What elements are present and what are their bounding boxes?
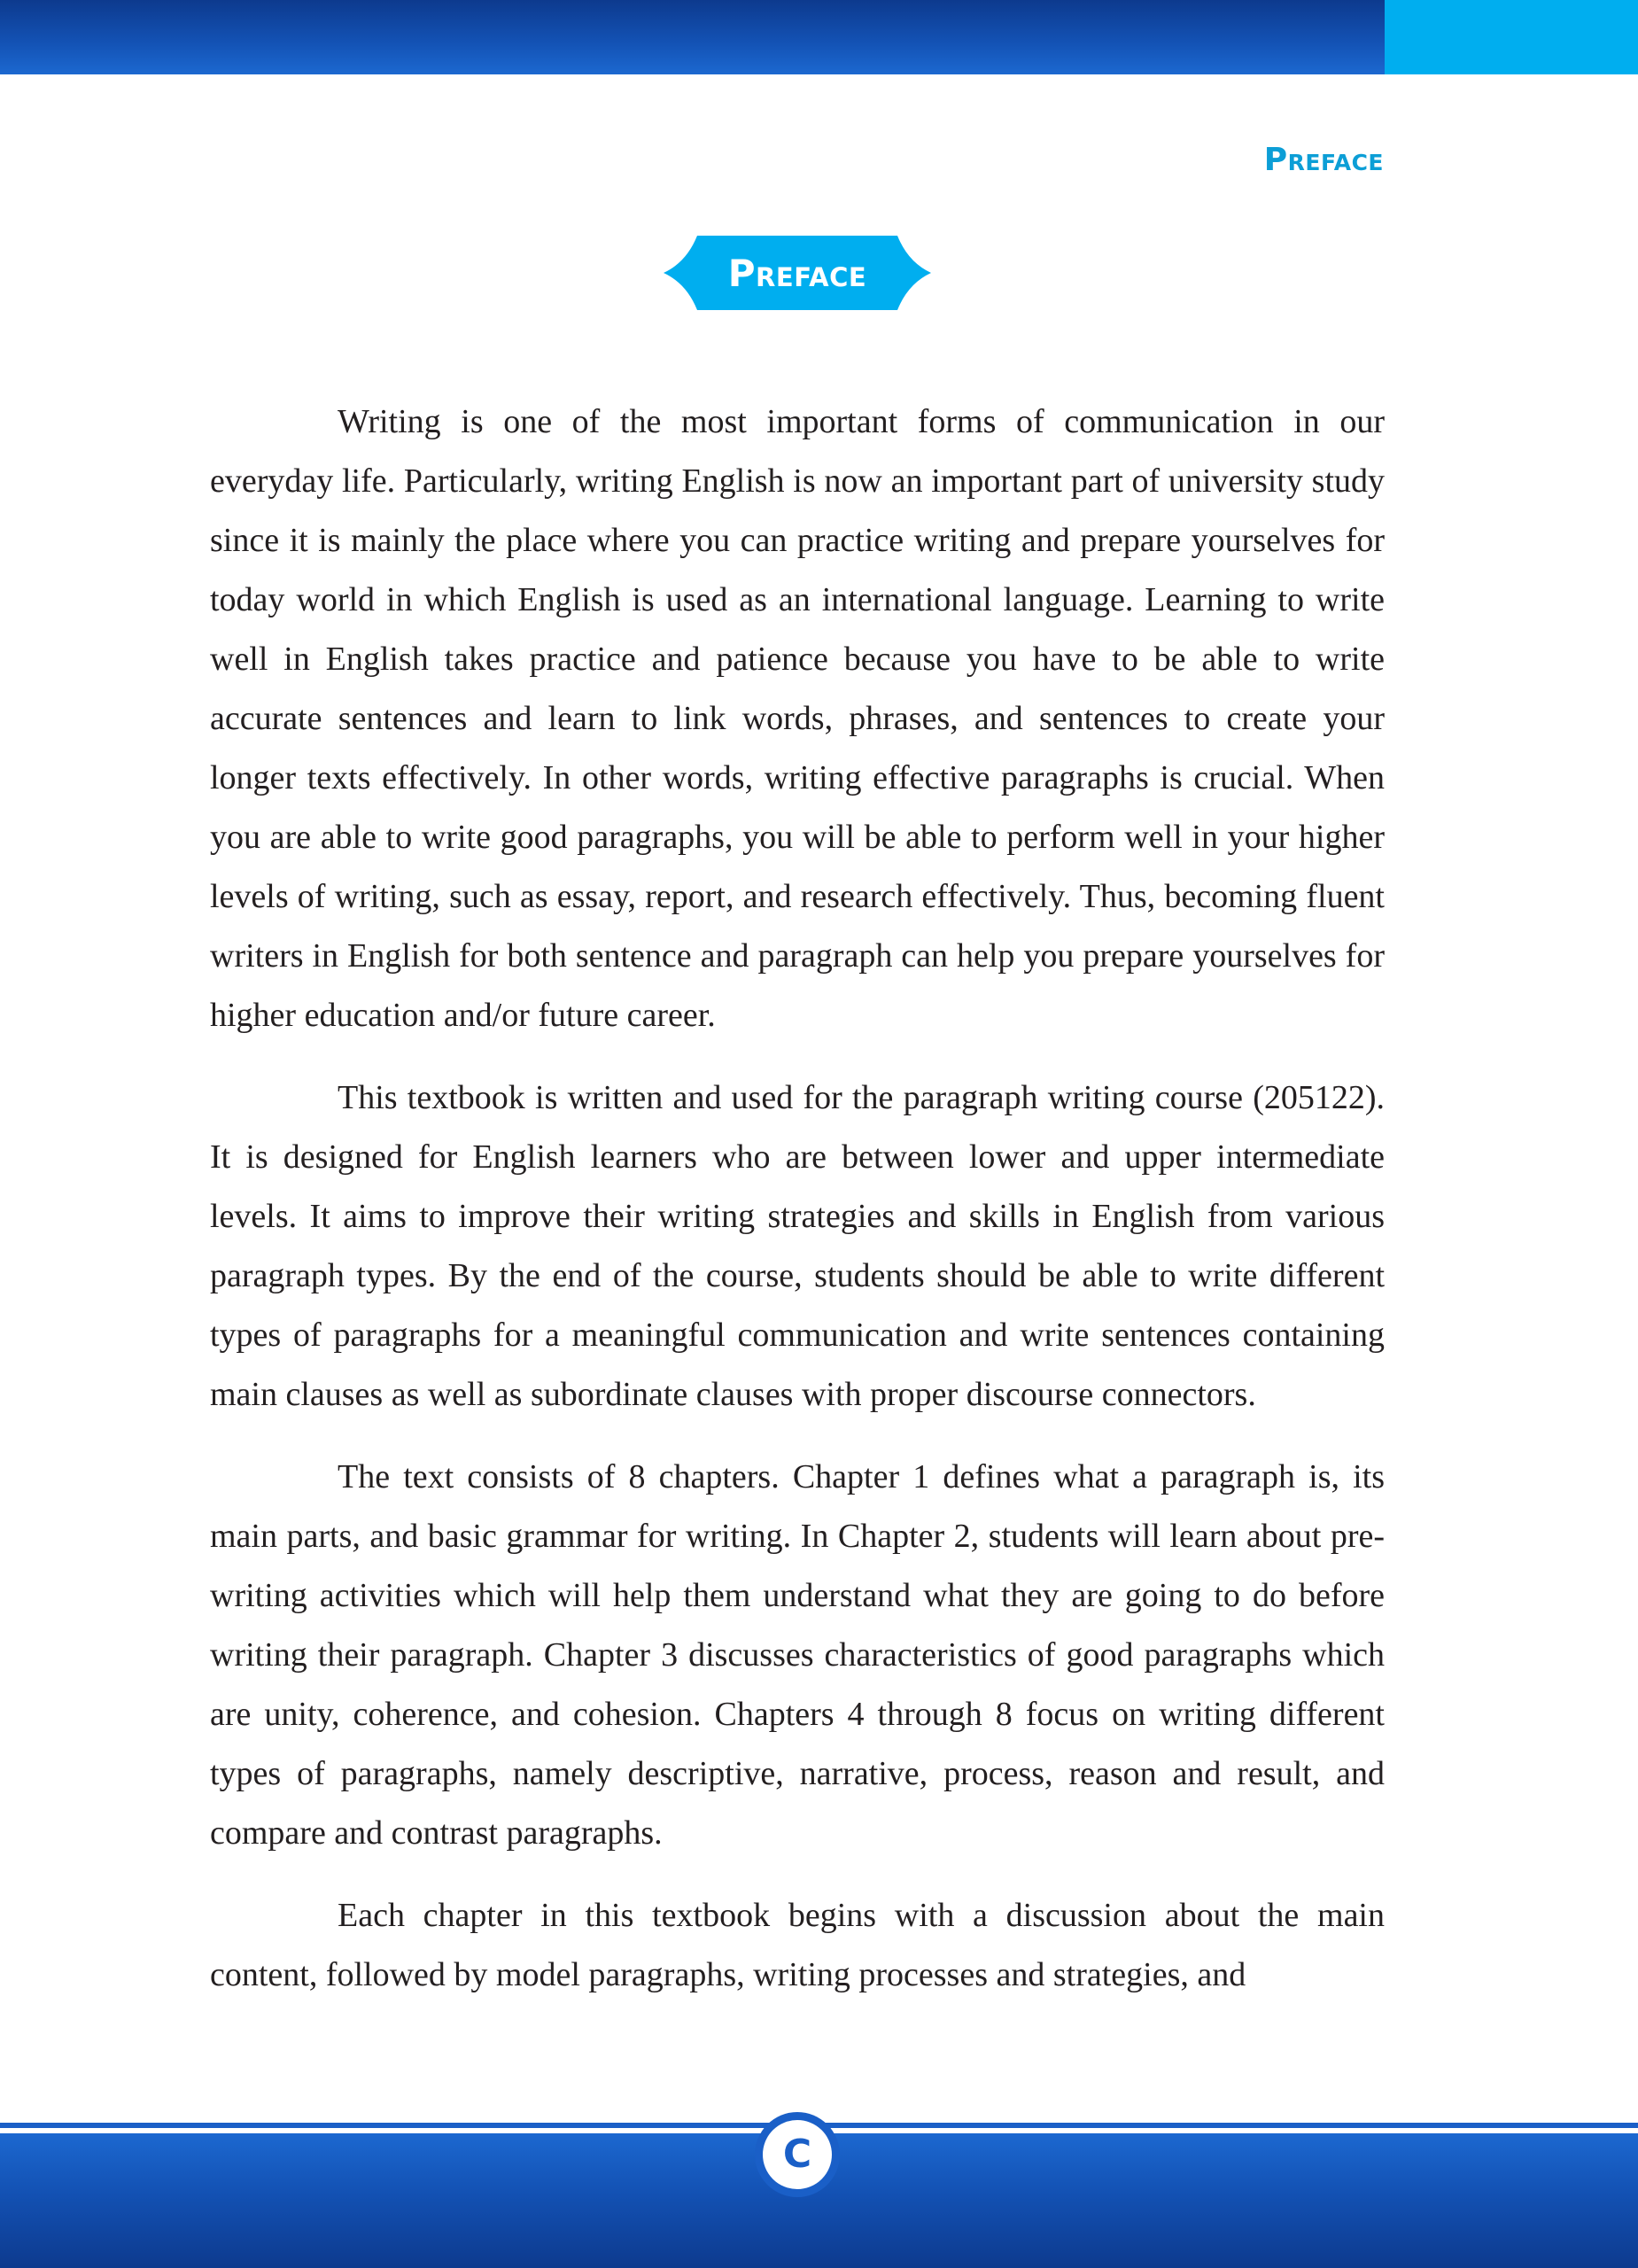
running-header-title: Preface [1263, 142, 1384, 178]
paragraph-2: This textbook is written and used for the paragraph writing course (205122). It is designed for English learners who are between lower and upper intermediate levels. It aims to improve their writing strategies and skills in English from various paragraph types. By the end of the course, students should be able to write different types of paragraphs for a meaningful communication and write sentences containing main clauses as well as subordinate clauses with proper discourse connectors. [210, 1079, 1385, 1413]
paragraph-1: Writing is one of the most important forms of communication in our everyday life. Particularly, writing English is now an important part of university study since it is mainly the place where you can practice writing and prepare yourselves for today world in which English is used as an international language. Learning to write well in English takes practice and patience because you have to be able to write accurate sentences and learn to link words, phrases, and sentences to create your longer texts effectively. In other words, writing effective paragraphs is crucial. When you are able to write good paragraphs, you will be able to perform well in your higher levels of writing, such as essay, report, and research effectively. Thus, becoming fluent writers in English for both sentence and paragraph can help you prepare yourselves for higher education and/or future career. [210, 403, 1385, 1034]
body-text [210, 392, 1385, 2028]
page-title: Preface [727, 251, 867, 295]
top-header-accent [1385, 0, 1638, 74]
top-header-band [0, 0, 1385, 74]
title-ribbon [664, 236, 931, 310]
page-number-badge [755, 2112, 840, 2197]
page-number: C [760, 2117, 835, 2192]
paragraph-3: The text consists of 8 chapters. Chapter 1 defines what a paragraph is, its main parts, and basic grammar for writing. In Chapter 2, students will learn about pre-writing activities which will help them understand what they are going to do before writing their paragraph. Chapter 3 discusses characteristics of good paragraphs which are unity, coherence, and cohesion. Chapters 4 through 8 focus on writing different types of paragraphs, namely descriptive, narrative, process, reason and result, and compare and contrast paragraphs. [210, 1458, 1385, 1852]
paragraph-4: Each chapter in this textbook begins with a discussion about the main content, followed by model paragraphs, writing processes and strategies, and [210, 1897, 1385, 1993]
